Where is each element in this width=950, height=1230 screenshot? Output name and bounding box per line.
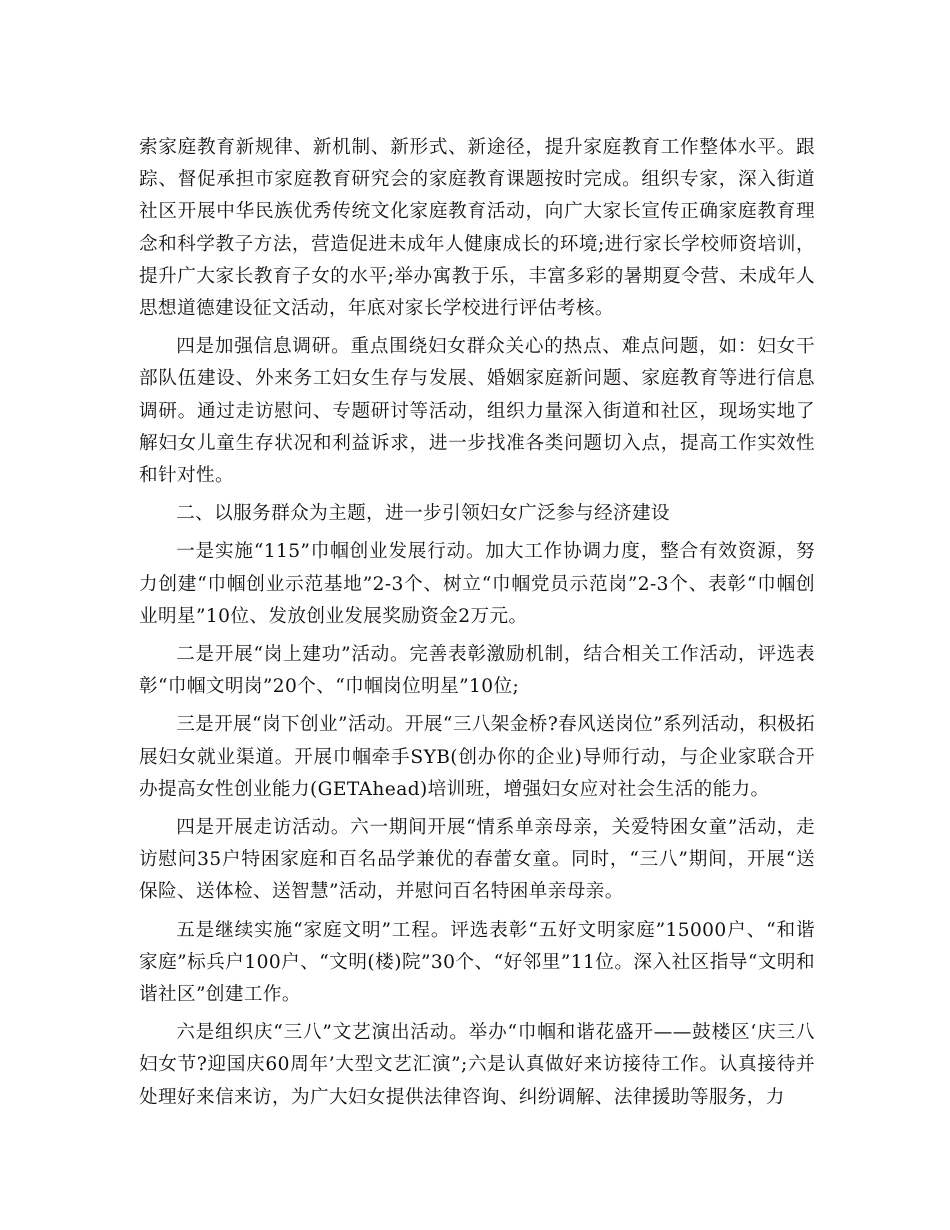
section-heading-service: 二、以服务群众为主题，进一步引领妇女广泛参与经济建设 xyxy=(176,503,671,525)
paragraph-entrepreneurship: 一是实施“115”巾帼创业发展行动。加大工作协调力度，整合有效资源，努力创建“巾帼创业示范基地”2-3个、树立“巾帼党员示范岗”2-3个、表彰“巾帼创业明星”10位、发放创业发展奖励资金2万元。 xyxy=(139,541,815,627)
paragraph-research: 四是加强信息调研。重点围绕妇女群众关心的热点、难点问题，如：妇女干部队伍建设、外来务工妇女生存与发展、婚姻家庭新问题、家庭教育等进行信息调研。通过走访慰问、专题研讨等活动，组织力量深入街道和社区，现场实地了解妇女儿童生存状况和利益诉求，进一步找准各类问题切入点，提高工作实效性和针对性。 xyxy=(139,336,815,487)
document-body xyxy=(139,132,815,1120)
paragraph-performance: 六是组织庆“三八”文艺演出活动。举办“巾帼和谐花盛开——鼓楼区‘庆三八妇女节?迎国庆60周年’大型文艺汇演”;六是认真做好来访接待工作。认真接待并处理好来信来访，为广大妇女提供法律咨询、纠纷调解、法律援助等服务，力 xyxy=(139,1022,815,1108)
paragraph-post-merit: 二是开展“岗上建功”活动。完善表彰激励机制，结合相关工作活动，评选表彰“巾帼文明岗”20个、“巾帼岗位明星”10位; xyxy=(139,644,815,698)
paragraph-family-civility: 五是继续实施“家庭文明”工程。评选表彰“五好文明家庭”15000户、“和谐家庭”标兵户100户、“文明(楼)院”30个、“好邻里”11位。深入社区指导“文明和谐社区”创建工作。 xyxy=(139,919,815,1006)
paragraph-visits: 四是开展走访活动。六一期间开展“情系单亲母亲，关爱特困女童”活动，走访慰问35户特困家庭和百名品学兼优的春蕾女童。同时，“三八”期间，开展“送保险、送体检、送智慧”活动，并慰问百名特困单亲母亲。 xyxy=(139,817,815,903)
paragraph-family-education: 索家庭教育新规律、新机制、新形式、新途径，提升家庭教育工作整体水平。跟踪、督促承担市家庭教育研究会的家庭教育课题按时完成。组织专家，深入街道社区开展中华民族优秀传统文化家庭教育活动，向广大家长宣传正确家庭教育理念和科学教子方法，营造促进未成年人健康成长的环境;进行家长学校师资培训，提升广大家长教育子女的水平;举办寓教于乐，丰富多彩的暑期夏令营、未成年人思想道德建设征文活动，年底对家长学校进行评估考核。 xyxy=(139,137,815,320)
paragraph-reemployment: 三是开展“岗下创业”活动。开展“三八架金桥?春风送岗位”系列活动，积极拓展妇女就业渠道。开展巾帼牵手SYB(创办你的企业)导师行动，与企业家联合开办提高女性创业能力(GETAhead)培训班，增强妇女应对社会生活的能力。 xyxy=(139,714,815,800)
